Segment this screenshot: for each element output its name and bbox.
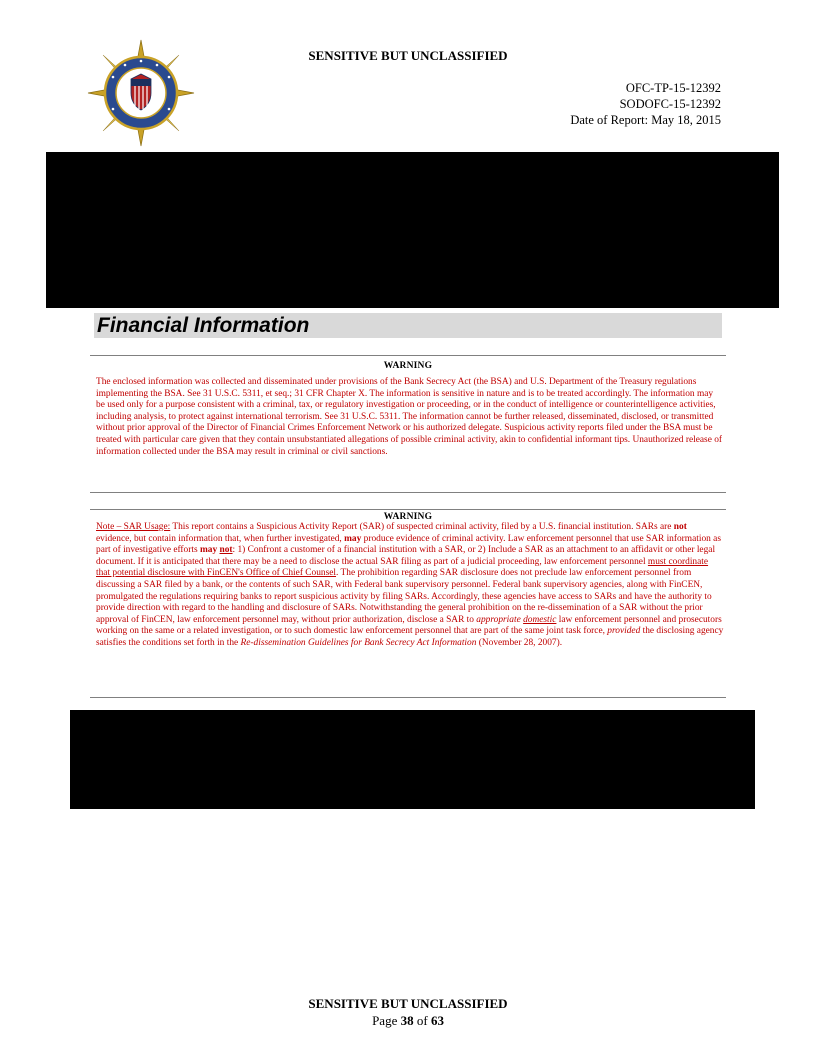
- warning-body-sar: [96, 522, 724, 650]
- warning-title-bsa: WARNING: [383, 361, 433, 371]
- page-total: 63: [430, 1013, 444, 1028]
- header-classification: SENSITIVE BUT UNCLASSIFIED: [308, 48, 508, 63]
- text-run: produce evidence of criminal activity. Law enforcement personnel that use SAR information as part of investigative efforts: [96, 533, 721, 556]
- redaction-block-top: [46, 152, 779, 308]
- text-run-bold: may: [199, 545, 220, 556]
- warning-body-bsa: [96, 377, 724, 458]
- section-heading-financial-information: Financial Information: [94, 313, 722, 338]
- text-run: : 1) Confront a customer of a financial institution with a SAR, or 2) Include a SAR as an attachment to an affidavit or other legal document. If it is anticipated that there may be a need to disclose the actual SAR filing as part of a judicial proceeding, law enforcement personnel: [96, 545, 716, 567]
- text-run: (November 28, 2007).: [476, 637, 563, 648]
- divider: [90, 697, 726, 698]
- text-run: law enforcement personnel and prosecutors working on the same or a related investigation, or to such domestic law enforcement personnel that are part of the same joint task force,: [96, 614, 722, 637]
- text-run: . The prohibition regarding SAR disclosure does not preclude law enforcement personnel from discussing a SAR filed by a bank, or the contents of such SAR, with Federal bank supervisory personnel. Federal bank supervisory agencies, along with FinCEN, promulgated the regulations requiring banks to report suspicious activity by filing SARs. Accordingly, these agencies have access to SARs and have the authority to provide direction with regard to the handling and disclosure of SARs. Notwithstanding the general prohibition on the re-dissemination of a SAR without the prior approval of FinCEN, law enforcement personnel may, without prior authorization, disclose a SAR to: [96, 568, 712, 625]
- report-reference-block: [570, 80, 721, 128]
- text-run-underlined: must coordinate that potential disclosure with FinCEN's Office of Chief Counsel: [96, 556, 709, 579]
- page-number: [0, 1013, 816, 1029]
- page-of: of: [413, 1013, 431, 1028]
- text-run-bold: may: [344, 533, 362, 544]
- text-run-italic: provided: [607, 626, 641, 637]
- text-run-bold-underlined: not: [219, 545, 233, 556]
- text-run-italic-underlined: domestic: [523, 614, 557, 625]
- footer-classification: SENSITIVE BUT UNCLASSIFIED: [308, 996, 508, 1011]
- divider: [90, 492, 726, 493]
- text-run-italic: Re-dissemination Guidelines for Bank Secrecy Act Information: [240, 637, 477, 648]
- report-date: Date of Report: May 18, 2015: [570, 113, 721, 127]
- page-current: 38: [400, 1013, 414, 1028]
- text-run-bold: not: [673, 522, 687, 532]
- report-id-ofc: OFC-TP-15-12392: [625, 81, 721, 95]
- divider: [90, 509, 726, 510]
- warning-title-sar: WARNING: [383, 512, 433, 522]
- warning-bsa-text: The enclosed information was collected and disseminated under provisions of the Bank Secrecy Act (the BSA) and U.S. Department of the Treasury regulations implementing the BSA. See 31 U.S.C. 5311, et seq.; 31 CFR Chapter X. The information is sensitive in nature and is to be treated accordingly. The information may be used only for a purpose consistent with a criminal, tax, or regulatory investigation or proceeding, or in the conduct of intelligence or counterintelligence activities, including analysis, to protect against international terrorism. See 31 U.S.C. 5311. The information cannot be further released, disseminated, disclosed, or transmitted without prior approval of the Director of Financial Crimes Enforcement Network or his authorized delegate. Suspicious activity reports filed under the BSA must be treated with particular care given that they contain unsubstantiated allegations of possible criminal activity, akin to confidential informant tips. Unauthorized release of information collected under the BSA may result in criminal or civil sanctions.: [96, 377, 723, 457]
- task-force-seal-logo: [86, 38, 196, 148]
- sar-usage-label: Note – SAR Usage:: [96, 522, 171, 532]
- page-prefix: Page: [372, 1013, 401, 1028]
- redaction-block-bottom: [70, 710, 755, 809]
- report-id-sodofc: SODOFC-15-12392: [619, 97, 721, 111]
- text-run: This report contains a Suspicious Activity Report (SAR) of suspected criminal activity, filed by a U.S. financial institution. SARs are: [170, 522, 674, 532]
- warning-sar-text: [96, 522, 724, 650]
- divider: [90, 355, 726, 356]
- text-run: the disclosing agency satisfies the conditions set forth in the: [96, 626, 724, 648]
- text-run: evidence, but contain information that, when further investigated,: [96, 533, 345, 544]
- text-run-italic: appropriate: [476, 614, 521, 625]
